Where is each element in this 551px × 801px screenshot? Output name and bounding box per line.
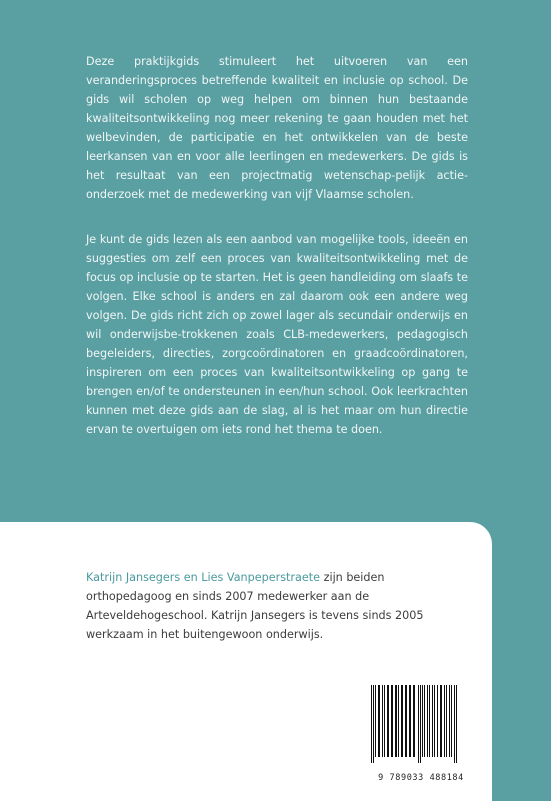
barcode-bar: [401, 685, 403, 757]
barcode-bar: [382, 685, 383, 757]
barcode-bar: [451, 685, 452, 757]
barcode-bar: [378, 685, 380, 757]
barcode-bar: [422, 685, 423, 757]
barcode-bar: [387, 685, 389, 757]
barcode-bar: [454, 685, 455, 763]
blurb-paragraph-1: Deze praktijkgids stimuleert het uitvoeren van een veranderingsproces betreffende kwaliteit en inclusie op school. De gids wil scholen op weg helpen om binnen hun bestaande kwaliteitsontwikkeling nog meer rekening te gaan houden met het welbevinden, de participatie en het ontwikkelen van de beste leerkansen van en voor alle leerlingen en medewerkers. De gids is het resultaat van een projectmatig wetenschap-pelijk actie-onderzoek met de medewerking van vijf Vlaamse scholen.: [86, 55, 468, 201]
barcode-bar: [373, 685, 374, 763]
barcode-bar: [432, 685, 433, 757]
barcode-bar: [449, 685, 450, 757]
barcode-bar: [434, 685, 435, 757]
blurb-paragraph-2: Je kunt de gids lezen als een aanbod van mogelijke tools, ideeën en suggesties om zelf een proces van kwaliteitsontwikkeling met de focus op inclusie op te starten. Het is geen handleiding om slaafs te volgen. Elke school is anders en zal daarom ook een andere weg volgen. De gids richt zich op zowel lager als secundair onderwijs en wil onderwijsbe-trokkenen zoals CLB-medewerkers, pedagogisch begeleiders, directies, zorgcoördinatoren en graadcoördinatoren, inspireren om een proces van kwaliteitsontwikkeling op gang te brengen en/of te ondersteunen in een/hun school. Ook leerkrachten kunnen met deze gids aan de slag, al is het maar om hun directie ervan te overtuigen om iets rond het thema te doen.: [86, 233, 468, 436]
barcode-bar: [375, 685, 376, 757]
barcode-bar: [444, 685, 445, 757]
barcode-bar: [395, 685, 397, 757]
barcode-bar: [371, 685, 372, 763]
barcode-bar: [437, 685, 438, 757]
isbn-number: 9 789033 488184: [378, 773, 464, 783]
barcode-bar: [420, 685, 421, 763]
cover-blurb: [86, 52, 468, 465]
author-bio: [86, 568, 468, 644]
barcode-bar: [429, 685, 430, 757]
barcode-bar: [427, 685, 428, 757]
author-bio-text: zijn beiden orthopedagoog en sinds 2007 medewerker aan de Arteveldehogeschool. Katrijn Jansegers is tevens sinds 2005 werkzaam in het buitengewoon onderwijs.: [86, 571, 424, 641]
barcode-bar: [440, 685, 442, 757]
barcode-bar: [398, 685, 399, 757]
barcode-bar: [413, 685, 415, 757]
barcode-bar: [409, 685, 411, 757]
barcode-bar: [405, 685, 407, 757]
barcode: [367, 685, 475, 763]
barcode-bar: [446, 685, 447, 757]
barcode-bar: [384, 685, 385, 757]
author-names: Katrijn Jansegers en Lies Vanpeperstraete: [86, 571, 321, 584]
barcode-bar: [424, 685, 425, 757]
barcode-bar: [391, 685, 393, 757]
barcode-bar: [456, 685, 457, 763]
barcode-bars: [367, 685, 475, 763]
barcode-bar: [418, 685, 419, 763]
